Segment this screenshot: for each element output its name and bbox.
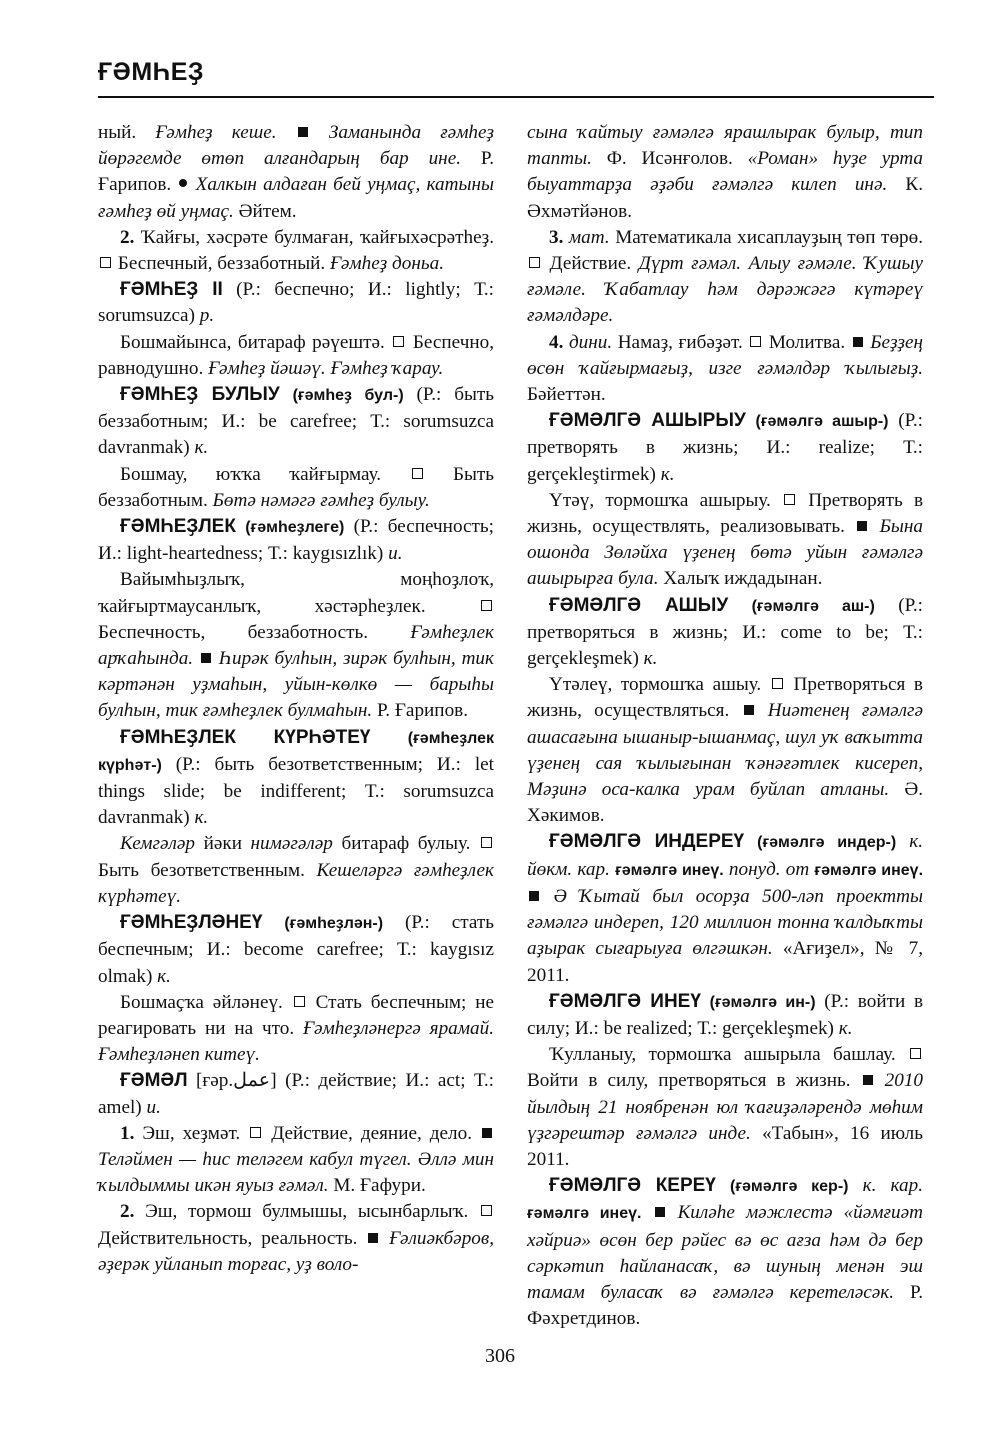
definition: Үтәү, тормошҡа ашырыу. (549, 489, 771, 511)
example: Дүрт ғәмәл. Алыу ғәмәле. Ҡушыу ғәмәле. Ҡабатлау һәм дәрәжәгә күтәреү ғәмәлдәре. (527, 253, 923, 327)
page-number: 306 (485, 1345, 515, 1367)
etymology-arabic: عمل (233, 1070, 271, 1092)
definition: Математикала хисаплауҙың төп төрө. (615, 226, 924, 248)
definition: Үтәлеү, тормошҡа ашыу. (549, 674, 762, 696)
headword: ҒӘМҺЕҘЛЕК (120, 516, 236, 538)
headword: ҒӘМҺЕҘ II (120, 279, 223, 301)
citation: Ниәтенең ғәмәлгә ашасағына ышаныр-ышанмаç, шул уҡ ваҡытта үҙенең сая ҡылығынан ҡәнәғәтлек кисереп, Мәҙинә оса-калка урам буйлап атланы. (527, 700, 924, 801)
citation-source: Ә. Хәкимов. (527, 779, 923, 827)
left-column (98, 120, 494, 1278)
translation: Быть безответственным. (98, 859, 305, 881)
cross-reference: ғәмәлгә инеү. (527, 1205, 642, 1223)
definition-object: Кемгәләр (120, 833, 196, 855)
entry-body (98, 990, 494, 1069)
translation: Претворять в жизнь, осуществлять, реализовывать. (527, 489, 924, 538)
headword-stem: (ғәмәлгә ин-) (709, 993, 816, 1011)
translation: Беспечность, беззаботность. (98, 621, 369, 643)
usage-label: к. йөкм. кар. (527, 831, 924, 880)
sense-number: 3. (549, 226, 564, 248)
right-column (527, 120, 923, 1332)
headword-stem: (ғәмһеҙлеге) (245, 519, 345, 537)
example: Ғәмһеҙ йәшәү. Ғәмһеҙ ҡарау. (208, 357, 444, 379)
definition: Вайымһыҙлыҡ, моңһоҙлоҡ, ҡайғыртмаусанлыҡ, хәстәрһеҙлек. (98, 569, 494, 617)
proverb-marker-icon (179, 179, 187, 187)
entry-body (98, 330, 494, 382)
headword: ҒӘМӘЛГӘ ИНЕҮ (549, 990, 701, 1012)
example: Кешеләргә ғәмһеҙлек күрһәтеү. (98, 859, 494, 907)
etymology: [ғәр. (196, 1070, 234, 1092)
header-rule (98, 96, 934, 98)
entry-header (527, 593, 923, 673)
definition: Ҡулланыу, тормошҡа ашырыла башлау. (549, 1044, 896, 1066)
translation-marker-icon (481, 600, 492, 611)
headword-stem: (ғәмәлгә индер-) (757, 834, 897, 852)
example: Ғәмһеҙлек арҡаһында. (98, 621, 494, 670)
equivalents: (Р.: быть беззаботным; И.: be carefree; Т.: sorumsuzca davranmak) (98, 384, 494, 459)
cross-reference: ғәмәлгә инеү. (814, 861, 924, 879)
equivalents: (Р.: беспечно; И.: lightly; Т.: sorumsuzca) (98, 279, 494, 327)
translation-marker-icon (529, 257, 540, 268)
citation: Ғәлиәкбәров, әҙерәк уйланып торғас, уҙ воло- (98, 1227, 495, 1275)
translation-marker-icon (412, 468, 423, 479)
translation-marker-icon (910, 1048, 921, 1059)
part-of-speech: и. (146, 1096, 161, 1118)
headword: ҒӘМҺЕҘЛӘНЕҮ (120, 912, 263, 934)
example-marker-icon (857, 521, 867, 531)
translation-marker-icon (772, 678, 783, 689)
translation-marker-icon (393, 336, 404, 347)
sense-3 (527, 225, 923, 330)
translation: Молитва. (768, 331, 846, 353)
headword-stem: (ғәмһеҙ бул-) (292, 387, 404, 405)
sense-number: 2. (120, 1201, 135, 1223)
citation: «Роман» һуҙе урта быуаттарҙа әҙәби ғәмәлгә килеп инә. (527, 148, 924, 196)
sense-2 (98, 1199, 494, 1278)
definition: Бошмау, юҡҡа ҡайғырмау. (120, 463, 382, 485)
part-of-speech: к. (194, 437, 209, 459)
text: ный. (98, 122, 137, 143)
part-of-speech: к. (194, 807, 209, 829)
translation: Действительность, реальность. (98, 1227, 358, 1249)
entry-header (527, 408, 923, 488)
example-marker-icon (744, 705, 754, 715)
equivalents: (Р.: претворяться в жизнь; И.: come to be; Т.: gerçekleşmek) (527, 594, 923, 670)
headword: ҒӘМӘЛГӘ АШЫУ (549, 594, 729, 616)
translation: Претворяться в жизнь, осуществляться. (527, 674, 923, 722)
translation-marker-icon (250, 1127, 261, 1138)
entry-body (527, 1042, 923, 1173)
translation-marker-icon (481, 1205, 492, 1216)
citation-source: Әйтем. (238, 200, 297, 222)
translation-marker-icon (294, 996, 305, 1007)
example-marker-icon (482, 1128, 492, 1138)
example: Ғәмһеҙләнергә ярамай. Ғәмһеҙләнеп китеү. (98, 1017, 494, 1066)
headword: ҒӘМҺЕҘ БУЛЫУ (120, 384, 280, 406)
citation-source: Бәйеттән. (527, 384, 606, 406)
example: Бөтә нәмәгә ғәмһеҙ булыу. (212, 489, 430, 511)
usage-label: дини. (568, 331, 613, 353)
equivalents: (Р.: стать беспечным; И.: become carefree; Т.: kaygısız olmak) (98, 912, 494, 987)
example-marker-icon (298, 127, 308, 137)
definition: Бошмайынса, битараф рәүештә. (120, 331, 385, 353)
entry-continuation (98, 120, 494, 225)
entry-header (98, 514, 494, 567)
cross-reference: ғәмәлгә инеү. (615, 861, 724, 879)
example-marker-icon (853, 337, 863, 347)
translation: Войти в силу, претворяться в жизнь. (527, 1070, 851, 1092)
entry-body (527, 672, 923, 829)
translation: Быть беззаботным. (98, 463, 494, 511)
example-marker-icon (201, 653, 211, 663)
usage-label: мат. (568, 226, 610, 248)
citation-source: «Табын», 16 июль 2011. (527, 1122, 923, 1170)
definition: Эш, тормош булмышы, ысынбарлыҡ. (145, 1201, 469, 1223)
definition: Эш, хеҙмәт. (142, 1122, 241, 1144)
equivalents: (Р.: беспечность; И.: light-heartedness; Т.: kaygısızlık) (98, 516, 494, 565)
citation: Бына ошонда Зөләйха үҙенең бөтә уйын ғәмәлгә ашырырға була. (527, 516, 923, 590)
translation: Беспечный, беззаботный. (117, 253, 326, 275)
part-of-speech: к. (838, 1017, 853, 1039)
example-marker-icon (529, 891, 539, 901)
entry-header (98, 910, 494, 990)
citation-source: Р. Ғарипов. (98, 148, 494, 196)
part-of-speech: к. (157, 965, 171, 987)
citation-source: Р. Ғарипов. (376, 700, 469, 722)
entry-header (98, 725, 494, 832)
headword-stem: (ғәмһеҙлек күрһәт-) (98, 729, 495, 774)
headword-stem: (ғәмәлгә ашыр-) (755, 413, 889, 431)
translation-marker-icon (784, 494, 795, 505)
headword: ҒӘМӘЛГӘ АШЫРЫУ (549, 410, 746, 432)
definition: битараф булыу. (341, 833, 471, 855)
headword: ҒӘМҺЕҘЛЕК КҮРҺӘТЕҮ (120, 726, 371, 748)
translation-marker-icon (481, 837, 492, 848)
usage-label: понуд. от (728, 858, 810, 880)
citation-source: Ф. Исәнғолов. (606, 148, 733, 170)
entry-header (98, 382, 494, 462)
part-of-speech: р. (199, 305, 215, 327)
part-of-speech: к. (660, 463, 675, 485)
sense-2 (98, 225, 494, 277)
citation-source: Р. Фәхретдинов. (527, 1281, 924, 1330)
equivalents: (Р.: войти в силу; И.: be realized; Т.: gerçekleşmek) (527, 990, 924, 1039)
citation-source: «Ағиҙел», № 7, 2011. (527, 938, 923, 986)
definition-object: нимәгәләр (250, 833, 333, 855)
definition: Бошмаҫҡа әйләнеү. (120, 991, 283, 1013)
citation: Беҙҙең өсөн ҡайғырмағыҙ, изге ғәмәлдәр ҡылығыҙ. (527, 331, 924, 379)
citation-source: Халыҡ иждадынан. (663, 568, 823, 590)
part-of-speech: к. (643, 648, 658, 670)
equivalents: (Р.: претворять в жизнь; И.: realize; Т.: gerçekleştirmek) (527, 410, 924, 485)
example: Ғәмһеҙ доньа. (329, 253, 444, 275)
proverb: Халкын алдаған бей уңмаç, катыны ғәмһеҙ өй уңмаç. (98, 174, 495, 222)
entry-header (98, 1068, 494, 1120)
sense-number: 2. (120, 226, 135, 248)
entry-body (98, 567, 494, 724)
entry-header (527, 1173, 923, 1332)
citation: 2010 йылдың 21 ноябренән юл ҡағиҙәләрендә мөһим үҙгәрештәр ғәмәлгә инде. (527, 1070, 924, 1144)
citation-source: М. Ғафури. (333, 1175, 426, 1197)
headword-stem: (ғәмәлгә кер-) (730, 1178, 849, 1196)
entry-header (98, 277, 494, 329)
headword-stem: (ғәмәлгә аш-) (751, 597, 875, 615)
translation: Действие, деяние, дело. (271, 1122, 473, 1144)
headword: ҒӘМӘЛ (120, 1070, 188, 1092)
translation: Стать беспечным; не реагировать ни на что. (98, 991, 495, 1039)
translation: Беспечно, равнодушно. (98, 331, 495, 379)
usage-label: к. кар. (862, 1175, 923, 1197)
translation: Действие. (549, 253, 632, 275)
headword: ҒӘМӘЛГӘ ИНДЕРЕҮ (549, 831, 745, 853)
sense-4 (527, 330, 923, 409)
entry-body (527, 488, 923, 593)
translation-marker-icon (100, 257, 111, 268)
citation: Ә Ҡытай был осорҙа 500-ләп проектты ғәмәлгә индереп, 120 миллион тонна ҡалдыҡты аҙырак сығарыуға өлгәшкән. (527, 885, 923, 960)
citation: Заманында ғәмһеҙ йөрәгемде өтөп алғандарың бар ине. (98, 122, 495, 170)
running-head: ҒӘМҺЕҘ (98, 58, 205, 86)
equivalents: (Р.: быть безответственным; И.: let things slide; be indifferent; Т.: sorumsuzca davranmak) (98, 753, 494, 829)
definition: Ҡайғы, хәсрәте булмаған, ҡайғыхәсрәтһеҙ. (140, 226, 494, 248)
entry-continuation (527, 120, 923, 225)
sense-number: 1. (120, 1122, 135, 1144)
citation-source: К. Әхмәтйәнов. (527, 174, 923, 222)
entry-header (527, 989, 923, 1042)
sense-number: 4. (549, 331, 564, 353)
example-marker-icon (368, 1233, 378, 1243)
example: Ғәмһеҙ кеше. (155, 122, 277, 143)
translation-marker-icon (750, 336, 761, 347)
example-marker-icon (655, 1207, 665, 1217)
citation: Киләһе мәжлестә «йәмғиәт хәйриә» өсөн бер рәйес вә өс ағза һәм дә бер сәркәтип һайланасаҡ, вә шуның менән эш тамам буласаҡ вә ғәмәлгә керетеләсәк. (527, 1202, 923, 1303)
definition: йәки (203, 833, 242, 855)
definition: Намаҙ, ғибәҙәт. (617, 331, 743, 353)
equivalents: ] (Р.: действие; И.: act; Т.: amel) (98, 1070, 494, 1118)
example-marker-icon (863, 1075, 873, 1085)
entry-header (527, 829, 923, 988)
part-of-speech: и. (388, 543, 403, 565)
headword-stem: (ғәмһеҙлән-) (284, 915, 384, 933)
entry-body (98, 831, 494, 910)
sense-1 (98, 1121, 494, 1200)
citation: сына ҡайтыу ғәмәлгә ярашлырак булыр, тип тапты. (527, 122, 923, 170)
citation: Һирәк булһын, зирәк булһын, тик кәртәнән уҙмаһын, уйын-көлкө — барыһы булһын, тик ғәмһеҙлек булмаһын. (98, 648, 494, 722)
entry-body (98, 462, 494, 514)
headword: ҒӘМӘЛГӘ КЕРЕҮ (549, 1175, 716, 1197)
citation: Теләймен — һис теләгем кабул түгел. Әллә мин ҡылдыммы икән яуыз ғәмәл. (98, 1148, 494, 1197)
